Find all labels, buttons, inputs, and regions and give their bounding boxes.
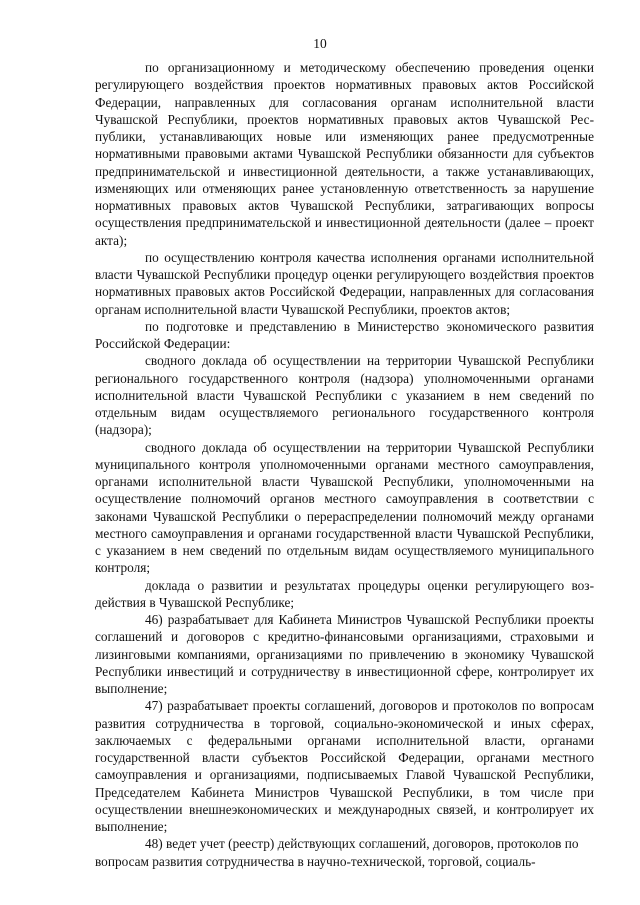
paragraph-reports-preparation: по подготовке и представлению в Министерство экономического развития Российской Федерации: [95,318,594,351]
paragraph-methodical-support: по организационному и методическому обеспечению проведения оценки регулирующего воздействия проектов нормативных правовых актов Российской Федерации, направленных для согласования органам исполнительной власти Чувашской Республики, проектов нормативных правовых актов Чувашской Республики, устанавливающих новые или изменяющих ранее предусмотренные нормативными правовыми актами Чувашской Республики обязанности для субъектов предпринимательской и инвестиционной деятельности, а также устанавливающих, изменяющих или отменяющих ранее установленную ответственность за нарушение нормативных правовых актов Чувашской Республики, затрагивающих вопросы осуществления предпринимательской и инвестиционной деятельности (далее – проект акта); [95,60,594,248]
paragraph-regional-control-report: сводного доклада об осуществлении на территории Чувашской Республики регионального государственного контроля (надзора) уполномоченными органами исполнительной власти Чувашской Республики с указанием в нем сведений по отдельным видам осуществляемого регионального государственного контроля (надзора); [95,353,594,438]
paragraph-municipal-control-report: сводного доклада об осуществлении на территории Чувашской Республики муниципального контроля уполномоченными органами местного самоуправления, органами исполнительной власти Чувашской Республики, уполномоченными на осуществление полномочий органов местного самоуправления в соответствии с законами Чувашской Республики о перераспределении полномочий между органами местного самоуправления и органами государственной власти Чувашской Республики, с указанием в нем сведений по отдельным видам осуществляемого муниципального контроля; [95,439,594,576]
paragraph-item-48: 48) ведет учет (реестр) действующих соглашений, договоров, протоколов по вопросам развития сотрудничества в научно-технической, торговой, социаль- [95,836,579,869]
page-number: 10 [313,36,327,51]
document-body [95,59,594,870]
paragraph-quality-control: по осуществлению контроля качества исполнения органами исполнительной власти Чувашской Республики процедур оценки регулирующего воздействия проектов нормативных правовых актов Российской Федерации, направленных для согласования органам исполнительной власти Чувашской Республики, проектов актов; [95,249,594,317]
paragraph-item-46: 46) разрабатывает для Кабинета Министров Чувашской Республики проекты соглашений и договоров с кредитно-финансовыми организациями, страховыми и лизинговыми компаниями, организациями по привлечению в экономику Чувашской Республики инвестиций и сотрудничеству в инвестиционной сфере, контролирует их выполнение; [95,612,594,696]
paragraph-item-47: 47) разрабатывает проекты соглашений, договоров и протоколов по вопросам развития сотрудничества в торговой, социально-экономической и иных сферах, заключаемых с федеральными органами исполнительной власти, органами государственной власти субъектов Российской Федерации, органами местного самоуправления и организациями, подписываемых Главой Чувашской Республики, Председателем Кабинета Министров Чувашской Республики, в том числе при осуществлении внешнеэкономических и международных связей, и контролирует их выполнение; [95,698,594,834]
paragraph-regulatory-impact-report: доклада о развитии и результатах процедуры оценки регулирующего воздействия в Чувашской Республике; [95,577,594,610]
